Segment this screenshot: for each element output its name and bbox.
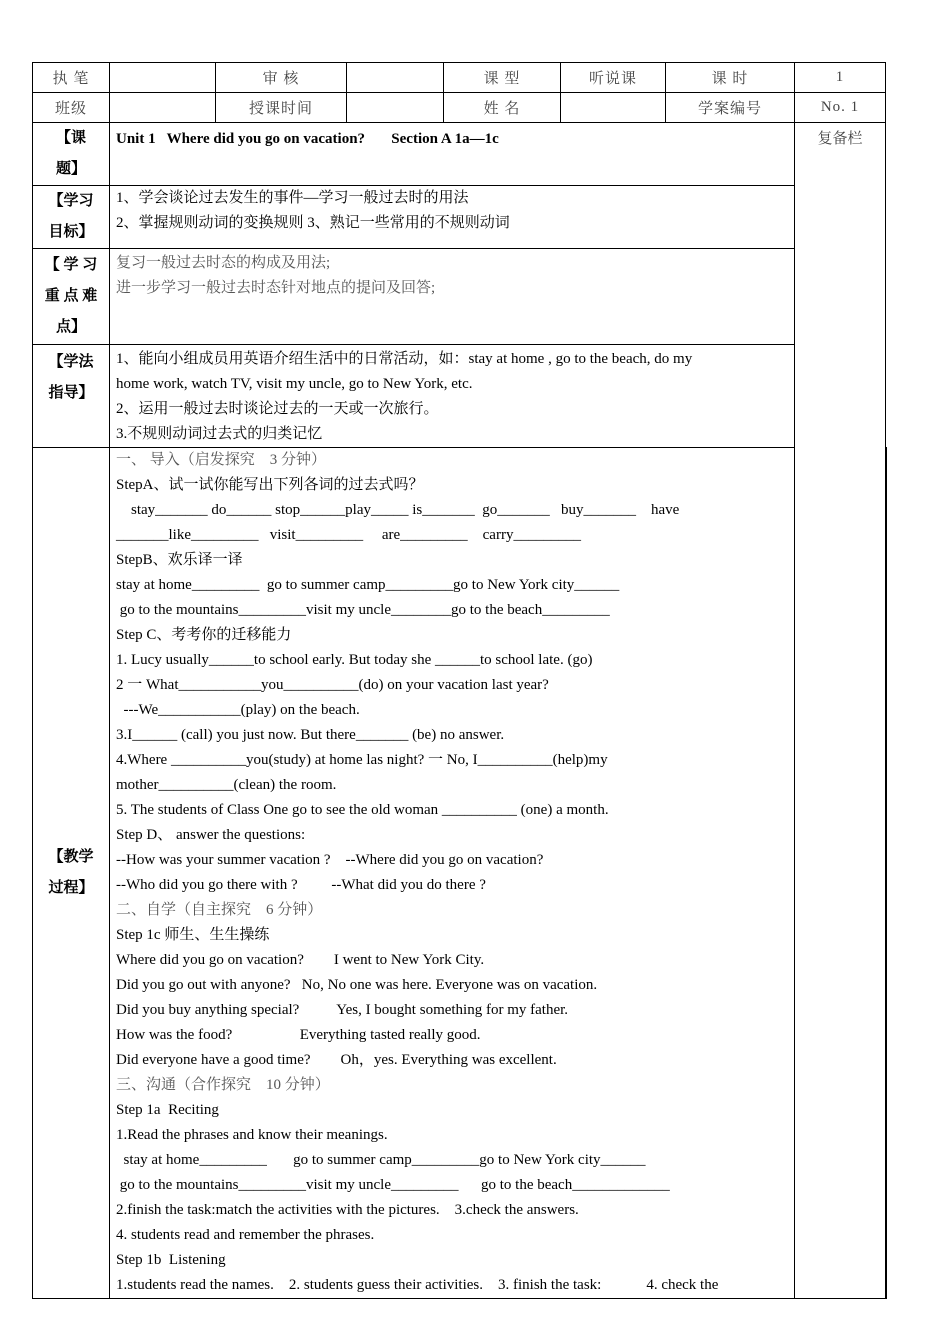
class-label: 班级: [33, 93, 110, 123]
process-line: Step 1a Reciting: [116, 1102, 219, 1118]
process-line: stay_______ do______ stop______play_____ is_______ go_______ buy_______ have: [116, 502, 680, 518]
method-line: 3.不规则动词过去式的归类记忆: [116, 426, 323, 442]
goals-label: 【学习 目标】: [33, 186, 110, 249]
class-value: [110, 93, 216, 123]
process-line: stay at home_________ go to summer camp_________go to New York city______: [116, 577, 620, 593]
process-line: StepB、欢乐译一译: [116, 552, 243, 568]
process-line: Did you go out with anyone? No, No one was here. Everyone was on vacation.: [116, 977, 598, 993]
teaching-time-value: [347, 93, 444, 123]
process-line: go to the mountains_________visit my uncle________go to the beach_________: [116, 602, 610, 618]
goals-cell: [110, 186, 795, 249]
process-line: 2.finish the task:match the activities with the pictures. 3.check the answers.: [116, 1202, 579, 1218]
goals-row: [33, 186, 887, 249]
process-line: Step 1c 师生、生生操练: [116, 927, 270, 943]
header-row-2: [33, 93, 887, 123]
writer-value: [110, 63, 216, 93]
topic-row: [33, 123, 887, 186]
process-line: ---We___________(play) on the beach.: [116, 702, 360, 718]
name-value: [561, 93, 666, 123]
process-lines: [116, 448, 788, 1298]
name-label: 姓 名: [444, 93, 561, 123]
header-row-1: [33, 63, 887, 93]
process-line: 一、 导入（启发探究 3 分钟）: [116, 452, 327, 468]
method-cell: [110, 345, 795, 448]
plan-number-label: 学案编号: [666, 93, 795, 123]
keypoint-line: 进一步学习一般过去时态针对地点的提问及回答;: [116, 280, 436, 296]
process-line: Did everyone have a good time? Oh，yes. Everything was excellent.: [116, 1052, 557, 1068]
process-line: _______like_________ visit_________ are_________ carry_________: [116, 527, 581, 543]
writer-label: 执 笔: [33, 63, 110, 93]
period-value: 1: [795, 63, 886, 93]
process-line: Did you buy anything special? Yes, I bought something for my father.: [116, 1002, 569, 1018]
process-row: [33, 448, 887, 1299]
goal-line: 1、学会谈论过去发生的事件—学习一般过去时的用法: [116, 190, 469, 206]
teaching-time-label: 授课时间: [216, 93, 347, 123]
process-line: 4.Where __________you(study) at home las night? 一 No, I__________(help)my: [116, 752, 608, 768]
topic-text-cell: [110, 123, 795, 186]
process-line: 4. students read and remember the phrases.: [116, 1227, 375, 1243]
keypoint-line: 复习一般过去时态的构成及用法;: [116, 255, 331, 271]
reviewer-label: 审 核: [216, 63, 347, 93]
process-line: Step 1b Listening: [116, 1252, 226, 1268]
process-line: 2 一 What___________you__________(do) on your vacation last year?: [116, 677, 549, 693]
plan-number-value: No. 1: [795, 93, 886, 123]
process-line: StepA、试一试你能写出下列各词的过去式吗？: [116, 477, 424, 493]
method-label: 【学法 指导】: [33, 345, 110, 448]
keypoints-cell: [110, 249, 795, 345]
process-line: 1.Read the phrases and know their meanings.: [116, 1127, 388, 1143]
lesson-type-value: 听说课: [561, 63, 666, 93]
revision-column: [795, 123, 886, 1299]
revision-column-lower: [886, 448, 887, 1299]
method-line: 2、运用一般过去时谈论过去的一天或一次旅行。: [116, 401, 439, 417]
process-line: go to the mountains_________visit my uncle_________ go to the beach_____________: [116, 1177, 670, 1193]
goal-line: 2、掌握规则动词的变换规则 3、熟记一些常用的不规则动词: [116, 215, 510, 231]
process-line: 三、沟通（合作探究 10 分钟）: [116, 1077, 330, 1093]
process-line: 3.I______ (call) you just now. But there_______ (be) no answer.: [116, 727, 505, 743]
process-line: stay at home_________ go to summer camp_________go to New York city______: [116, 1152, 646, 1168]
method-line: 1、能向小组成员用英语介绍生活中的日常活动，如：stay at home , go to the beach, do my: [116, 351, 693, 367]
lesson-type-label: 课 型: [444, 63, 561, 93]
process-line: Step D、 answer the questions:: [116, 827, 306, 843]
process-line: 1.students read the names. 2. students guess their activities. 3. finish the task: 4. check the: [116, 1277, 719, 1293]
process-label: 【教学 过程】: [33, 448, 110, 1299]
topic-label: 【课 题】: [33, 123, 110, 186]
process-line: How was the food? Everything tasted really good.: [116, 1027, 481, 1043]
revision-label: 复备栏: [817, 131, 863, 147]
process-line: Step C、考考你的迁移能力: [116, 627, 292, 643]
process-line: Where did you go on vacation? I went to New York City.: [116, 952, 485, 968]
process-line: 1. Lucy usually______to school early. But today she ______to school late. (go): [116, 652, 593, 668]
period-label: 课 时: [666, 63, 795, 93]
keypoints-row: [33, 249, 887, 345]
topic-title: Unit 1 Where did you go on vacation? Section A 1a—1c: [116, 131, 499, 147]
process-line: 5. The students of Class One go to see the old woman __________ (one) a month.: [116, 802, 609, 818]
method-row: [33, 345, 887, 448]
process-line: 二、自学（自主探究 6 分钟）: [116, 902, 323, 918]
reviewer-value: [347, 63, 444, 93]
process-line: --Who did you go there with ? --What did you do there ?: [116, 877, 486, 893]
process-line: --How was your summer vacation ? --Where did you go on vacation?: [116, 852, 544, 868]
process-line: mother__________(clean) the room.: [116, 777, 337, 793]
keypoints-label: 【 学 习 重 点 难 点】: [33, 249, 110, 345]
lesson-plan-table: [32, 62, 887, 1299]
method-line: home work, watch TV, visit my uncle, go to New York, etc.: [116, 376, 473, 392]
process-cell: [110, 448, 795, 1299]
